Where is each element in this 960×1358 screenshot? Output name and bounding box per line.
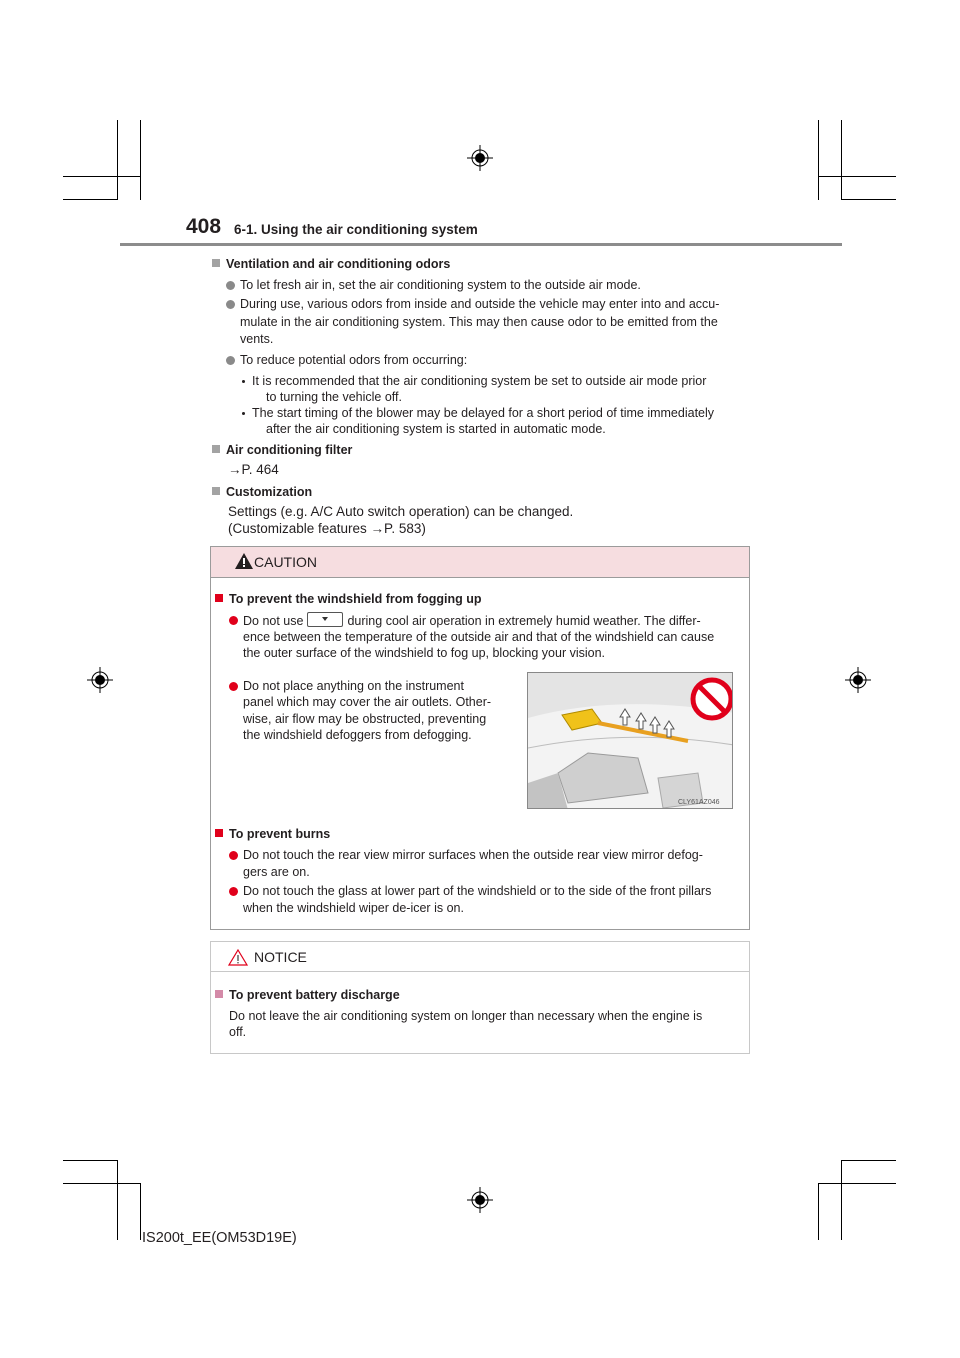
notice-title: NOTICE: [254, 949, 307, 965]
registration-mark-icon: [467, 1187, 493, 1213]
illustration-code: CLY61AZ046: [678, 799, 720, 806]
customization-heading: Customization: [212, 484, 312, 500]
ventilation-sub-1-line-2: to turning the vehicle off.: [266, 390, 402, 404]
fog-bullet-2-line-1: Do not place anything on the instrument: [243, 679, 464, 693]
ventilation-sub-2-line-2: after the air conditioning system is started in automatic mode.: [266, 422, 606, 436]
crop-mark: [63, 1160, 118, 1161]
fog-heading: To prevent the windshield from fogging up: [215, 591, 482, 607]
crop-mark: [841, 1160, 842, 1240]
square-bullet-icon: [212, 259, 220, 267]
ventilation-sub-1-line-1: It is recommended that the air conditioning system be set to outside air mode prior: [252, 374, 707, 388]
warning-triangle-icon: [235, 553, 253, 569]
ventilation-sub-2-line-1: The start timing of the blower may be delayed for a short period of time immediately: [252, 406, 715, 420]
ventilation-bullet-3: To reduce potential odors from occurring:: [240, 353, 468, 367]
crop-mark: [818, 120, 819, 200]
registration-mark-icon: [845, 667, 871, 693]
ventilation-heading: Ventilation and air conditioning odors: [212, 256, 450, 272]
sub-bullet-icon: [242, 380, 245, 383]
burns-bullet-2-line-2: when the windshield wiper de-icer is on.: [243, 901, 464, 915]
notice-triangle-icon: [228, 949, 248, 966]
burns-heading: To prevent burns: [215, 826, 330, 842]
crop-mark: [818, 176, 896, 177]
filter-page-ref[interactable]: →P. 464: [228, 462, 279, 477]
fog-bullet-1-line-3: the outer surface of the windshield to fog up, blocking your vision.: [243, 646, 606, 660]
bullet-icon: [226, 356, 235, 365]
registration-mark-icon: [87, 667, 113, 693]
crop-mark: [63, 1183, 140, 1184]
sub-bullet-icon: [242, 412, 245, 415]
notice-line-1: Do not leave the air conditioning system on longer than necessary when the engine is: [229, 1009, 703, 1023]
square-bullet-icon: [212, 445, 220, 453]
crop-mark: [117, 120, 118, 200]
fog-bullet-2-line-3: wise, air flow may be obstructed, preventing: [243, 712, 487, 726]
crop-mark: [140, 1183, 141, 1240]
bullet-icon: [229, 682, 238, 691]
cool-air-button-icon: [307, 612, 343, 627]
bullet-icon: [226, 281, 235, 290]
footer-model: IS200t_EE(OM53D19E): [142, 1230, 297, 1246]
ventilation-bullet-2-line-3: vents.: [240, 332, 274, 346]
square-bullet-icon: [215, 829, 223, 837]
bullet-icon: [229, 616, 238, 625]
burns-bullet-1-line-2: gers are on.: [243, 865, 310, 879]
burns-bullet-1-line-1: Do not touch the rear view mirror surfaces when the outside rear view mirror defog-: [243, 848, 703, 862]
fog-bullet-1-line-2: ence between the temperature of the outside air and that of the windshield can cause: [243, 630, 715, 644]
square-bullet-icon: [215, 990, 223, 998]
customization-line-2[interactable]: (Customizable features →P. 583): [228, 521, 426, 536]
section-title: 6-1. Using the air conditioning system: [234, 222, 478, 237]
crop-mark: [140, 120, 141, 200]
crop-mark: [63, 176, 140, 177]
crop-mark: [818, 1183, 819, 1240]
burns-bullet-2-line-1: Do not touch the glass at lower part of the windshield or to the side of the front pillars: [243, 884, 712, 898]
crop-mark: [841, 199, 896, 200]
notice-heading: To prevent battery discharge: [215, 987, 400, 1003]
customization-line-1: Settings (e.g. A/C Auto switch operation) can be changed.: [228, 504, 574, 519]
crop-mark: [841, 120, 842, 200]
fog-bullet-1-line-1: Do not use during cool air operation in extremely humid weather. The differ-: [243, 614, 701, 628]
header-rule: [120, 243, 842, 246]
ventilation-bullet-2-line-1: During use, various odors from inside and outside the vehicle may enter into and accu-: [240, 297, 720, 311]
ventilation-bullet-2-line-2: mulate in the air conditioning system. This may then cause odor to be emitted from the: [240, 315, 718, 329]
square-bullet-icon: [215, 594, 223, 602]
bullet-icon: [229, 851, 238, 860]
crop-mark: [841, 1160, 896, 1161]
page-number: 408: [186, 215, 222, 238]
ventilation-bullet-1: To let fresh air in, set the air conditioning system to the outside air mode.: [240, 278, 641, 292]
bullet-icon: [226, 300, 235, 309]
bullet-icon: [229, 887, 238, 896]
notice-box: [210, 941, 750, 1054]
notice-line-2: off.: [229, 1025, 247, 1039]
square-bullet-icon: [212, 487, 220, 495]
registration-mark-icon: [467, 145, 493, 171]
notice-header: [211, 942, 749, 972]
crop-mark: [63, 199, 118, 200]
fog-bullet-2-line-4: the windshield defoggers from defogging.: [243, 728, 472, 742]
caution-title: CAUTION: [254, 554, 317, 570]
crop-mark: [818, 1183, 896, 1184]
dashboard-drawing: [528, 673, 733, 809]
crop-mark: [117, 1160, 118, 1240]
filter-heading: Air conditioning filter: [212, 442, 352, 458]
caution-header: [211, 547, 749, 578]
fog-bullet-2-line-2: panel which may cover the air outlets. Other-: [243, 695, 492, 709]
instrument-panel-illustration: [527, 672, 733, 809]
